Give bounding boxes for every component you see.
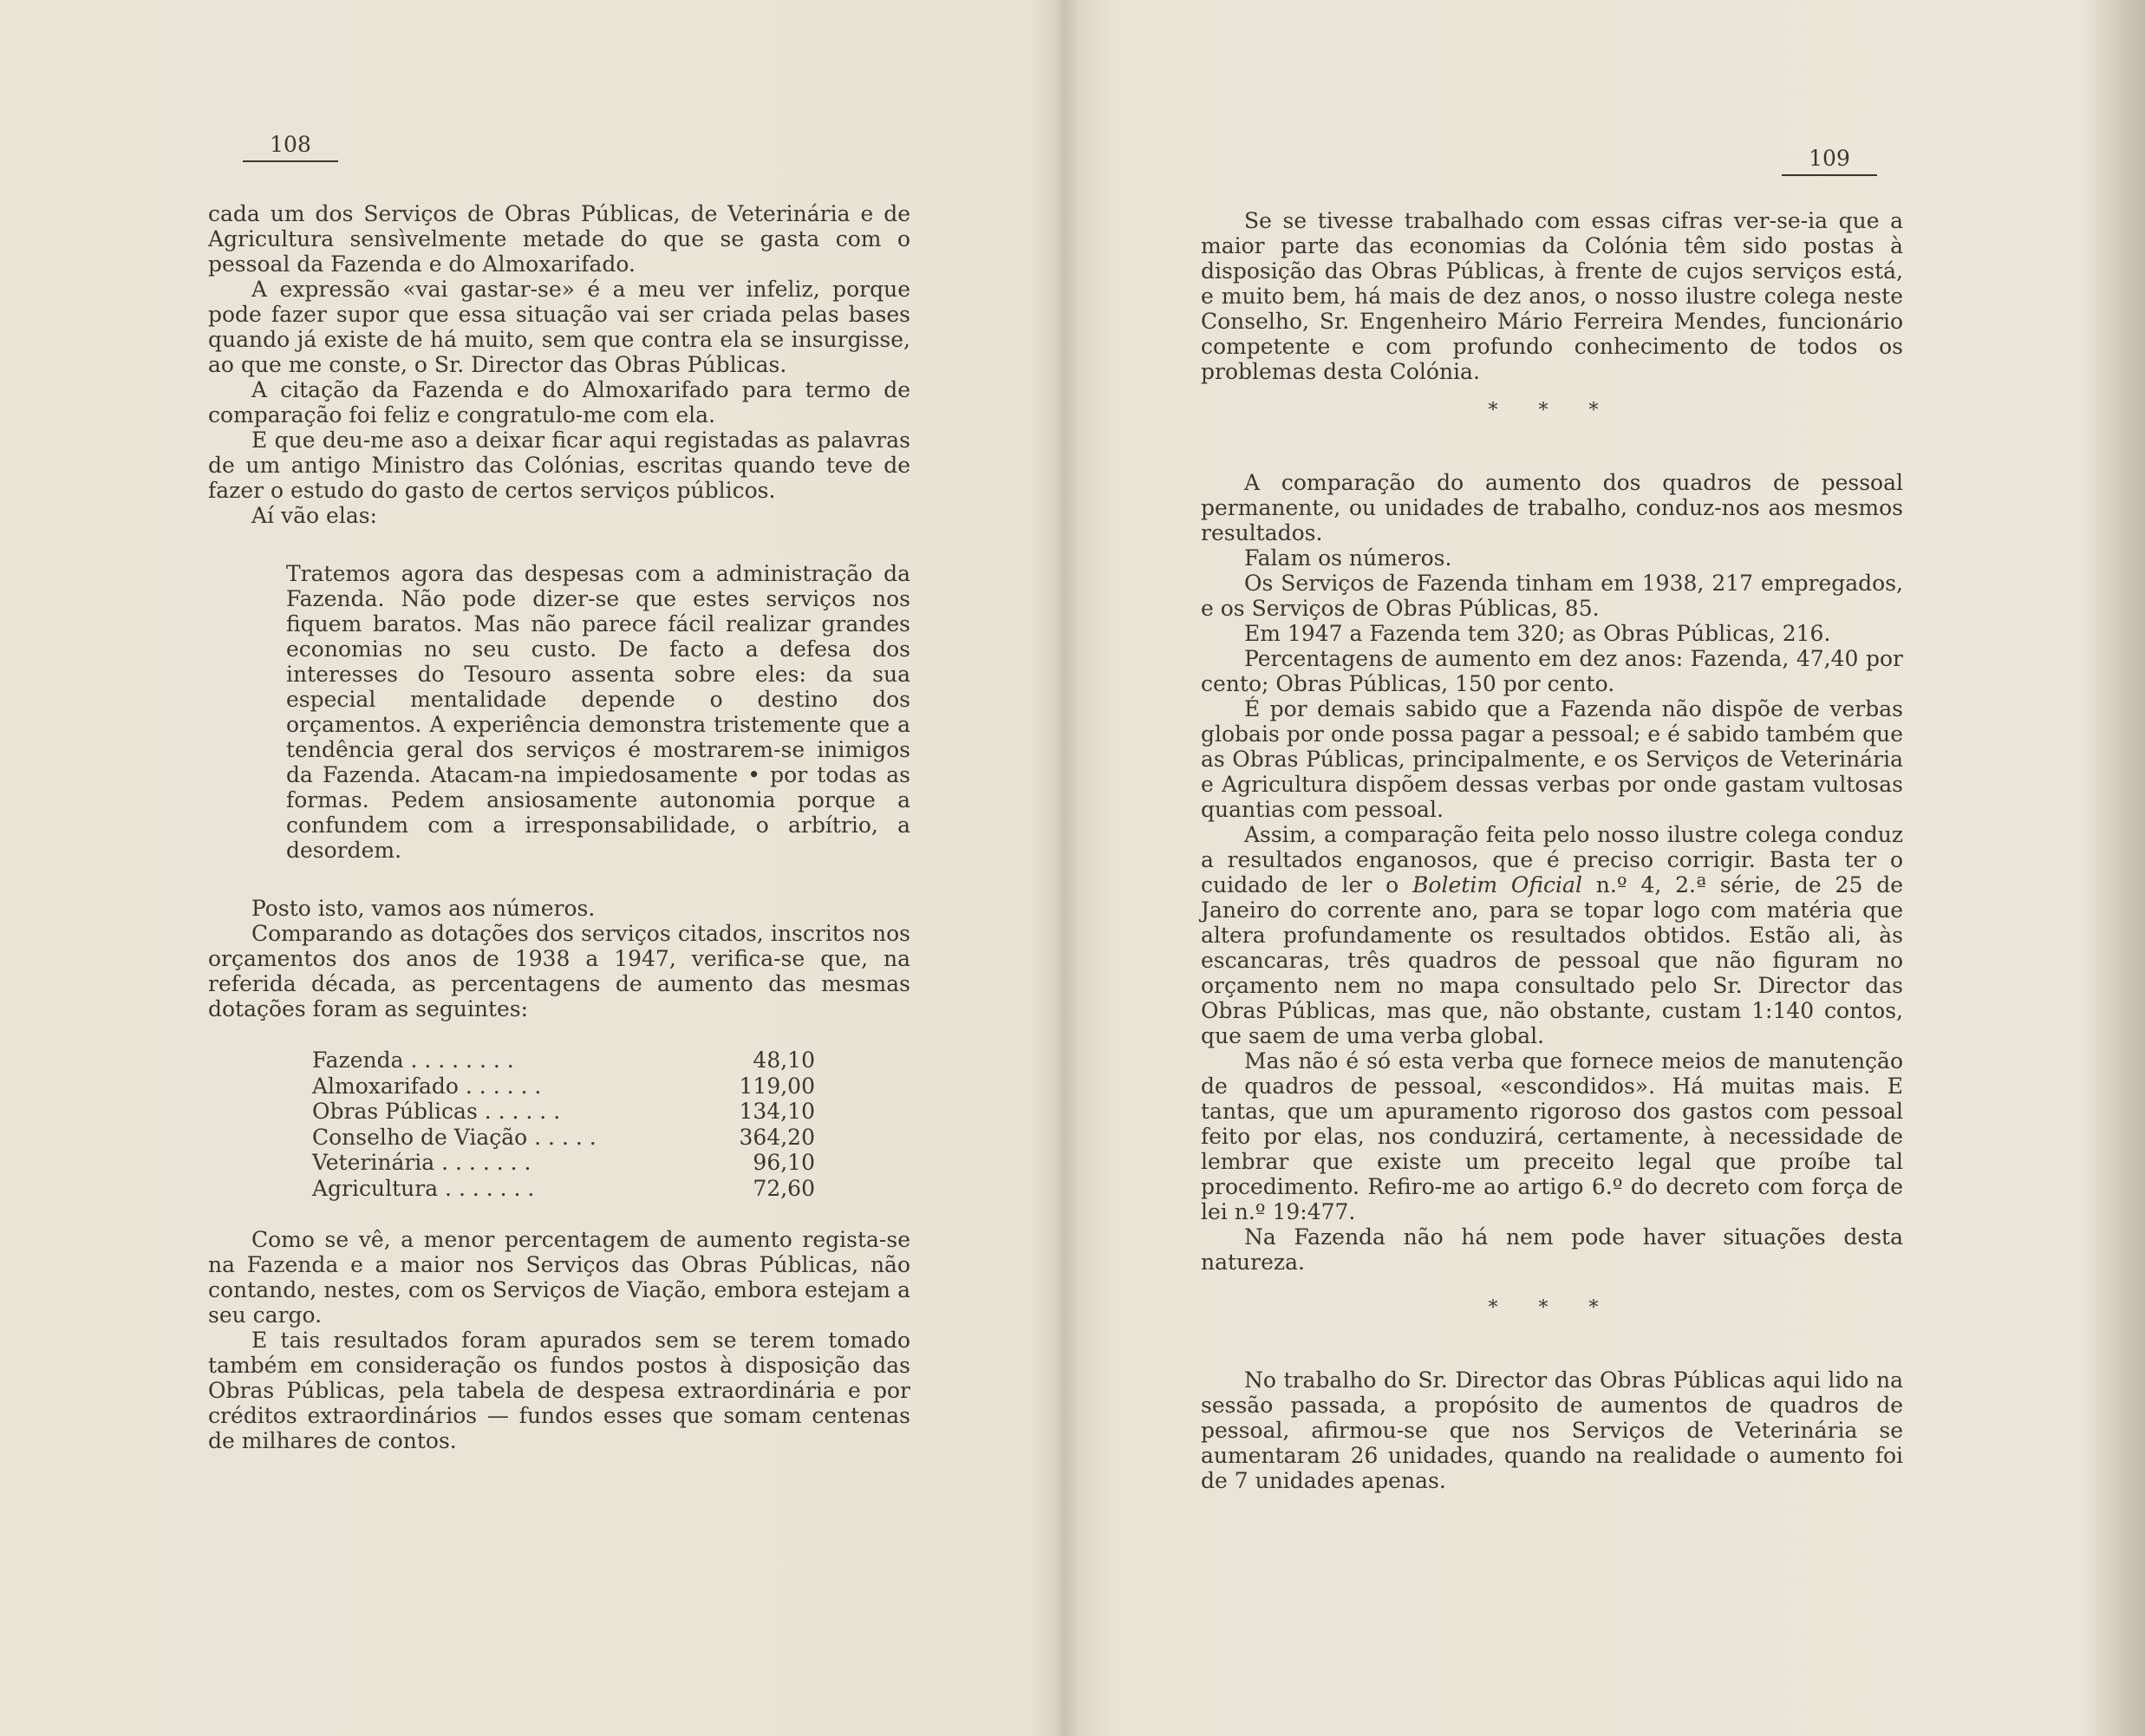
paragraph: Posto isto, vamos aos números. [251, 896, 596, 921]
paragraph: E que deu-me aso a deixar ficar aqui registadas as palavras de um antigo Ministro das Colónias, escritas quando teve de fazer o estudo do gasto de certos serviços públicos. [208, 427, 910, 503]
paragraph: cada um dos Serviços de Obras Públicas, de Veterinária e de Agricultura sensìvelmente metade do que se gasta com o pessoal da Fazenda e do Almoxarifado. [208, 201, 910, 277]
section-separator: * * * [1488, 400, 1616, 421]
table-value: 48,10 [753, 1047, 815, 1073]
left-page [0, 0, 1058, 1736]
quote-text: Tratemos agora das despesas com a administração da Fazenda. Não pode dizer-se que estes serviços nos fiquem baratos. Mas não parece fácil realizar grandes economias no seu custo. De facto a defesa dos interesses do Tesouro assenta sobre eles: da sua especial mentalidade depende o destino dos orçamentos. A experiência demonstra tristemente que a tendência geral dos serviços é mostrarem-se inimigos da Fazenda. Atacam-na impiedosamente • por todas as formas. Pedem ansiosamente autonomia porque a confundem com a irresponsabilidade, o arbítrio, a desordem. [286, 561, 910, 863]
paragraph: A citação da Fazenda e do Almoxarifado para termo de comparação foi feliz e congratulo-me com ela. [208, 377, 910, 427]
page-number-108: 108 [243, 132, 338, 162]
section-separator: * * * [1488, 1297, 1616, 1319]
paragraph: Aí vão elas: [251, 503, 377, 528]
paragraph: A comparação do aumento dos quadros de pessoal permanente, ou unidades de trabalho, conduz-nos aos mesmos resultados. [1201, 470, 1903, 545]
right-page [1075, 0, 2145, 1736]
table-label: Fazenda . . . . . . . . [312, 1047, 514, 1073]
table-label: Obras Públicas . . . . . . [312, 1099, 561, 1124]
table-value: 119,00 [739, 1073, 815, 1099]
table-label: Agricultura . . . . . . . [312, 1175, 535, 1201]
paragraph: Comparando as dotações dos serviços citados, inscritos nos orçamentos dos anos de 1938 a 1947, verifica-se que, na referida década, as percentagens de aumento das mesmas dotações foram as seguintes: [208, 921, 910, 1021]
percentage-table [312, 1047, 815, 1201]
table-row [312, 1047, 815, 1074]
table-label: Conselho de Viação . . . . . [312, 1124, 597, 1150]
text-run: Assim, a comparação feita pelo nosso ilustre colega conduz a resultados enganosos, que é preciso corrigir. Basta ter o cuidado de ler o [1201, 822, 1903, 897]
paragraph: Falam os números. [1244, 545, 1452, 571]
paragraph-boletim [1201, 822, 1903, 1048]
table-row [312, 1150, 815, 1176]
table-value: 72,60 [753, 1175, 815, 1201]
paragraph: Mas não é só esta verba que fornece meios de manutenção de quadros de pessoal, «escondidos». Há muitas mais. E tantas, que um apuramento rigoroso dos gastos com pessoal feito por elas, nos conduzirá, certamente, à necessidade de lembrar que existe um preceito legal que proíbe tal procedimento. Refiro-me ao artigo 6.º do decreto com força de lei n.º 19:477. [1201, 1048, 1903, 1224]
table-value: 364,20 [739, 1124, 815, 1150]
left-page-text [208, 201, 910, 1453]
right-page-text [1201, 208, 1903, 1493]
paragraph: Em 1947 a Fazenda tem 320; as Obras Públicas, 216. [1244, 621, 1831, 646]
page-number-109: 109 [1782, 146, 1877, 176]
paragraph: Na Fazenda não há nem pode haver situações desta natureza. [1201, 1224, 1903, 1275]
paragraph: Se se tivesse trabalhado com essas cifras ver-se-ia que a maior parte das economias da Colónia têm sido postas à disposição das Obras Públicas, à frente de cujos serviços está, e muito bem, há mais de dez anos, o nosso ilustre colega neste Conselho, Sr. Engenheiro Mário Ferreira Mendes, funcionário competente e com profundo conhecimento de todos os problemas desta Colónia. [1201, 208, 1903, 384]
table-value: 96,10 [753, 1150, 815, 1175]
table-label: Veterinária . . . . . . . [312, 1150, 531, 1175]
paragraph: A expressão «vai gastar-se» é a meu ver infeliz, porque pode fazer supor que essa situação vai ser criada pelas bases quando já existe de há muito, sem que contra ela se insurgisse, ao que me conste, o Sr. Director das Obras Públicas. [208, 277, 910, 377]
table-label: Almoxarifado . . . . . . [312, 1073, 542, 1099]
table-row [312, 1099, 815, 1125]
paragraph: Os Serviços de Fazenda tinham em 1938, 217 empregados, e os Serviços de Obras Públicas, 85. [1201, 571, 1903, 621]
paragraph: Como se vê, a menor percentagem de aumento regista-se na Fazenda e a maior nos Serviços das Obras Públicas, não contando, nestes, com os Serviços de Viação, embora estejam a seu cargo. [208, 1227, 910, 1328]
table-row [312, 1074, 815, 1100]
table-row [312, 1125, 815, 1151]
table-value: 134,10 [739, 1099, 815, 1124]
paragraph: E tais resultados foram apurados sem se terem tomado também em consideração os fundos postos à disposição das Obras Públicas, pela tabela de despesa extraordinária e por créditos extraordinários — fundos esses que somam centenas de milhares de contos. [208, 1328, 910, 1453]
paragraph: É por demais sabido que a Fazenda não dispõe de verbas globais por onde possa pagar a pessoal; e é sabido também que as Obras Públicas, principalmente, e os Serviços de Veterinária e Agricultura dispõem dessas verbas por onde gastam vultosas quantias com pessoal. [1201, 696, 1903, 822]
block-quote [286, 561, 910, 863]
paragraph: No trabalho do Sr. Director das Obras Públicas aqui lido na sessão passada, a propósito de aumentos de quadros de pessoal, afirmou-se que nos Serviços de Veterinária se aumentaram 26 unidades, quando na realidade o aumento foi de 7 unidades apenas. [1201, 1367, 1903, 1493]
italic-title: Boletim Oficial [1412, 872, 1582, 897]
table-row [312, 1176, 815, 1202]
text-run: n.º 4, 2.ª série, de 25 de Janeiro do corrente ano, para se topar logo com matéria que altera profundamente os resultados obtidos. Estão ali, às escancaras, três quadros de pessoal que não figuram no orçamento nem no mapa consultado pelo Sr. Director das Obras Públicas, mas que, não obstante, custam 1:140 contos, que saem de uma verba global. [1201, 872, 1904, 1048]
paragraph: Percentagens de aumento em dez anos: Fazenda, 47,40 por cento; Obras Públicas, 150 por cento. [1201, 646, 1903, 696]
